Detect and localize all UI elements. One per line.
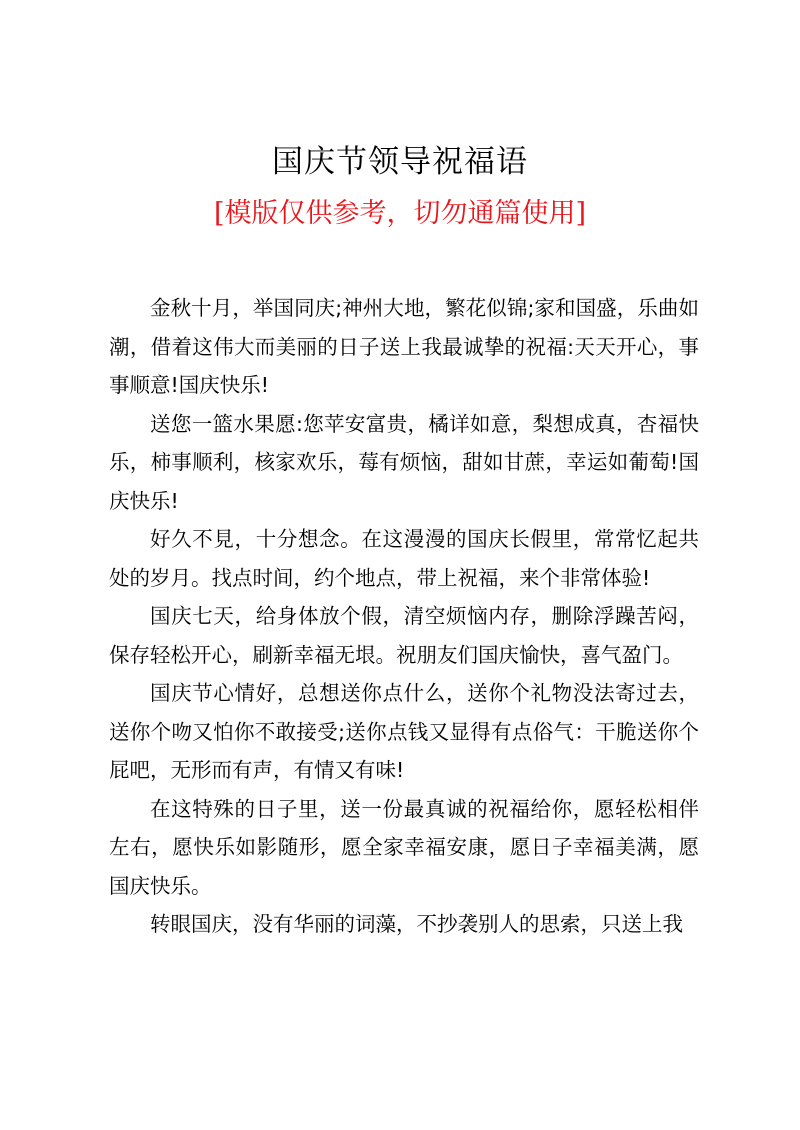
paragraph-4: 国庆七天，给身体放个假，清空烦恼内存，删除浮躁苦闷，保存轻松开心，刷新幸福无垠。祝朋友们国庆愉快，喜气盈门。 <box>109 604 699 667</box>
paragraph-5: 国庆节心情好，总想送你点什么，送你个礼物没法寄过去，送你个吻又怕你不敢接受;送你点钱又显得有点俗气：干脆送你个屁吧，无形而有声，有情又有味! <box>109 681 699 782</box>
document-title: 国庆节领导祝福语 <box>272 144 528 180</box>
paragraph-1: 金秋十月，举国同庆;神州大地，繁花似锦;家和国盛，乐曲如潮，借着这伟大而美丽的日子送上我最诚挚的祝福:天天开心，事事顺意!国庆快乐! <box>109 296 699 397</box>
document-subtitle: [模版仅供参考，切勿通篇使用] <box>213 198 587 229</box>
paragraph-7: 转眼国庆，没有华丽的词藻，不抄袭别人的思索，只送上我 <box>150 912 683 936</box>
paragraph-6: 在这特殊的日子里，送一份最真诚的祝福给你，愿轻松相伴左右，愿快乐如影随形，愿全家幸福安康，愿日子幸福美满，愿国庆快乐。 <box>109 796 699 898</box>
paragraph-3: 好久不見，十分想念。在这漫漫的国庆长假里，常常忆起共处的岁月。找点时间，约个地点，带上祝福，来个非常体验! <box>109 527 699 590</box>
paragraph-2: 送您一篮水果愿:您苹安富贵，橘详如意，梨想成真，杏福快乐，柿事顺利，核家欢乐，莓有烦恼，甜如甘蔗，幸运如葡萄!国庆快乐! <box>109 411 699 513</box>
document-body <box>109 289 699 944</box>
